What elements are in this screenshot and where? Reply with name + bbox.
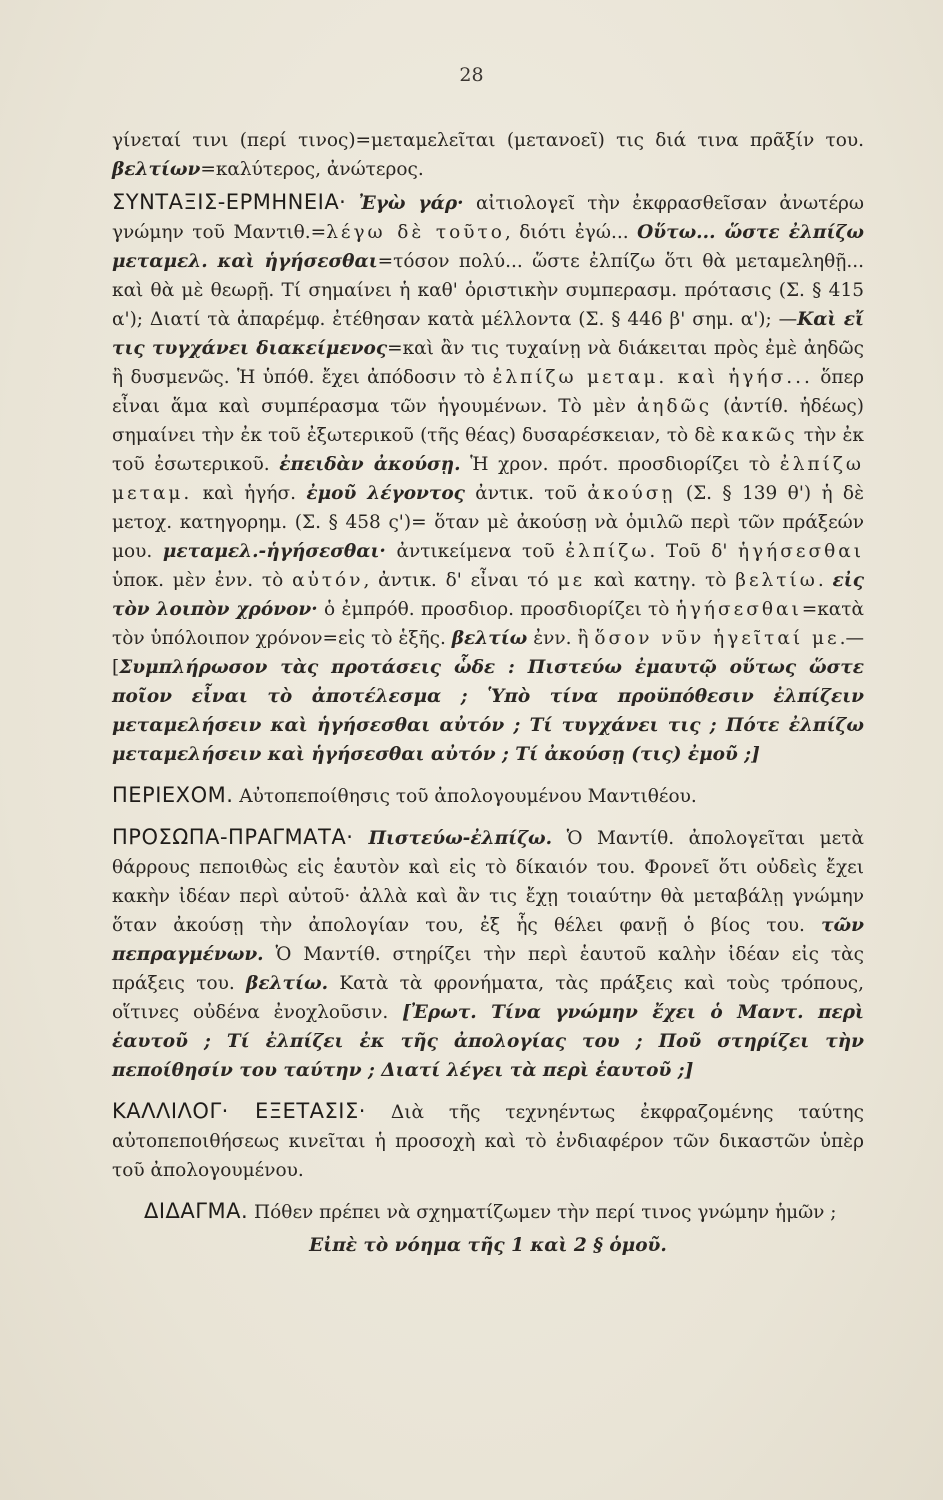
didagma-section bbox=[112, 1197, 864, 1227]
text-run: γίνεταί τινι (περί τινος)=μεταμελεῖται (μετανοεῖ) τις διά τινα πρᾶξίν του. bbox=[112, 130, 864, 151]
spaced-run: ἐλπίζω μεταμ. bbox=[112, 454, 864, 504]
spaced-run: ὅσον νῦν ἡγεῖταί με bbox=[594, 628, 840, 649]
text-run: , διότι ἐγώ... bbox=[504, 222, 638, 243]
text-run: ἀντικ. τοῦ bbox=[464, 483, 588, 504]
text-run: καὶ ἡγήσ. bbox=[192, 483, 307, 504]
text-run: αἰτιολογεῖ τὴν ἐκφρασθεῖσαν ἀνωτέρω γνώμην τοῦ Μαντιθ.= bbox=[112, 193, 865, 243]
spaced-run: ἐλπίζω bbox=[565, 541, 650, 562]
emphasis-run: Οὕτω... ὥστε ἐλπίζω μεταμελ. καὶ ἡγήσεσθαι bbox=[112, 222, 864, 272]
text-run: Ἡ χρον. πρότ. προσδιορίζει τὸ bbox=[460, 454, 780, 475]
vocabulary-paragraph bbox=[112, 126, 864, 184]
syntaxis-section bbox=[112, 188, 864, 769]
text-run: .—[ bbox=[112, 628, 864, 678]
text-run: ὁ ἐμπρόθ. προσδιορ. προσδιορίζει τὸ bbox=[317, 599, 676, 620]
emphasis-run: βελτίω bbox=[451, 628, 528, 649]
text-run: τὴν ἐκ τοῦ ἐσωτερικοῦ. bbox=[112, 425, 864, 475]
periexom-section bbox=[112, 781, 864, 811]
exercise-run: [Ἐρωτ. Τίνα γνώμην ἔχει ὁ Μαντ. περὶ ἑαυτοῦ ; Τί ἐλπίζει ἐκ τῆς ἀπολογίας του ; Ποῦ στηρίζει τὴν πεποίθησίν του ταύτην ; Διατί λέγει τὰ περὶ ἑαυτοῦ ;] bbox=[112, 1002, 864, 1081]
text-run: Πόθεν πρέπει νὰ σχηματίζωμεν τὴν περί τινος γνώμην ἡμῶν ; bbox=[248, 1202, 837, 1223]
spaced-run: ἐλπίζω μεταμ. καὶ ἡγήσ... bbox=[492, 367, 813, 388]
didagma-instruction: Εἰπὲ τὸ νόημα τῆς 1 καὶ 2 § ὁμοῦ. bbox=[309, 1235, 667, 1256]
section-label-periexom: ΠΕΡΙΕΧΟΜ. bbox=[112, 783, 234, 807]
emphasis-run: εἰς τὸν λοιπὸν χρόνον· bbox=[112, 570, 864, 620]
emphasis-run: βελτίων bbox=[112, 159, 201, 180]
kallilog-section bbox=[112, 1097, 864, 1185]
emphasis-run: Ἐγὼ γάρ· bbox=[358, 193, 464, 214]
text-run: Ὁ Μαντίθ. στηρίζει τὴν περὶ ἑαυτοῦ καλὴν ἰδέαν εἰς τὰς πράξεις του. bbox=[112, 944, 864, 994]
emphasis-run: ἐπειδὰν ἀκούσῃ. bbox=[279, 454, 461, 475]
spaced-run: με bbox=[557, 570, 586, 591]
text-run: . Τοῦ δ' bbox=[649, 541, 739, 562]
text-run: =καὶ ἂν τις τυχαίνῃ νὰ διάκειται πρὸς ἐμὲ ἀηδῶς ἢ δυσμενῶς. Ἡ ὑπόθ. ἔχει ἀπόδοσιν τὸ bbox=[112, 338, 864, 388]
emphasis-run: Πιστεύω-ἐλπίζω. bbox=[353, 828, 553, 849]
page-body bbox=[112, 126, 864, 1272]
emphasis-run: Καὶ εἴ τις τυγχάνει διακείμενος bbox=[112, 309, 865, 359]
prosopa-section bbox=[112, 823, 864, 1085]
text-run: =τόσον πολύ... ὥστε ἐλπίζω ὅτι θὰ μεταμεληθῇ... καὶ θὰ μὲ θεωρῇ. Τί σημαίνει ἡ καθ' ὁριστικὴν συμπερασμ. πρότασις (Σ. § 415 α'); Διατί τὰ ἀπαρέμφ. ἐτέθησαν κατὰ μέλλοντα (Σ. § 446 β' σημ. α'); — bbox=[112, 251, 864, 330]
emphasis-run: ἐμοῦ λέγοντος bbox=[306, 483, 465, 504]
text-run: καὶ κατηγ. τὸ bbox=[585, 570, 736, 591]
section-label-syntaxis: ΣΥΝΤΑΞΙΣ-ΕΡΜΗΝΕΙΑ· bbox=[112, 190, 347, 214]
text-run: , ἀντικ. δ' εἶναι τό bbox=[363, 570, 558, 591]
spaced-run: λέγω δὲ τοῦτο bbox=[326, 222, 505, 243]
text-run: ὑποκ. μὲν ἐνν. τὸ bbox=[112, 570, 293, 591]
text-run: . bbox=[817, 570, 833, 591]
spaced-run: ἀκούσῃ bbox=[587, 483, 676, 504]
emphasis-run: μεταμελ.-ἡγήσεσθαι· bbox=[162, 541, 386, 562]
text-run: (Σ. § 139 θ') ἡ δὲ μετοχ. κατηγορημ. (Σ. § 458 ς')= ὅταν μὲ ἀκούσῃ νὰ ὁμιλῶ περὶ τῶν πράξεών μου. bbox=[112, 483, 864, 562]
text-run: Ὁ Μαντίθ. ἀπολογεῖται μετὰ θάρρους πεποιθὼς εἰς ἑαυτὸν καὶ εἰς τὸ δίκαιόν του. Φρονεῖ ὅτι οὐδεὶς ἔχει κακὴν ἰδέαν περὶ αὐτοῦ· ἀλλὰ καὶ ἂν τις ἔχῃ τοιαύτην θὰ μεταβάλῃ γνώμην ὅταν ἀκούσῃ τὴν ἀπολογίαν του, ἐξ ἧς θέλει φανῇ ὁ βίος του. bbox=[112, 828, 864, 936]
text-run: Διὰ τῆς τεχνηέντως ἐκφραζομένης ταύτης αὐτοπεποιθήσεως κινεῖται ἡ προσοχὴ καὶ τὸ ἐνδιαφέρον τῶν δικαστῶν ὑπὲρ τοῦ ἀπολογουμένου. bbox=[112, 1102, 864, 1181]
text-run: Αὐτοπεποίθησις τοῦ ἀπολογουμένου Μαντιθέου. bbox=[233, 786, 697, 807]
spaced-run: βελτίω bbox=[735, 570, 818, 591]
spaced-run: ἡγήσεσθαι bbox=[738, 541, 864, 562]
emphasis-run: βελτίω. bbox=[246, 973, 329, 994]
text-run: =καλύτερος, ἀνώτερος. bbox=[200, 159, 424, 180]
text-run: =κατὰ τὸν ὑπόλοιπον χρόνον=εἰς τὸ ἑξῆς. bbox=[112, 599, 865, 649]
page-number: 28 bbox=[459, 64, 484, 86]
spaced-run: αὐτόν bbox=[292, 570, 364, 591]
text-run: Κατὰ τὰ φρονήματα, τὰς πράξεις καὶ τοὺς τρόπους, οἵτινες οὐδένα ἐνοχλοῦσιν. bbox=[112, 973, 865, 1023]
exercise-run: Συμπλήρωσον τὰς προτάσεις ὧδε : Πιστεύω ἐμαυτῷ οὕτως ὥστε ποῖον εἶναι τὸ ἀποτέλεσμα ; Ὑπὸ τίνα προϋπόθεσιν ἐλπίζειν μεταμελήσειν καὶ ἡγήσεσθαι αὐτόν ; Τί τυγχάνει τις ; Πότε ἐλπίζω μεταμελήσειν καὶ ἡγήσεσθαι αὐτόν ; Τί ἀκούσῃ (τις) ἐμοῦ ;] bbox=[112, 657, 864, 765]
spaced-run: ἀηδῶς bbox=[636, 396, 713, 417]
spaced-run: κακῶς bbox=[721, 425, 798, 446]
spaced-run: ἡγήσεσθαι bbox=[675, 599, 802, 620]
text-run: ἐνν. ἢ bbox=[527, 628, 595, 649]
section-label-kallilog: ΚΑΛΛΙΛΟΓ· ΕΞΕΤΑΣΙΣ· bbox=[112, 1099, 366, 1123]
text-run: ὅπερ εἶναι ἅμα καὶ συμπέρασμα τῶν ἡγουμένων. Τὸ μὲν bbox=[112, 367, 864, 417]
section-label-prosopa: ΠΡΟΣΩΠΑ-ΠΡΑΓΜΑΤΑ· bbox=[112, 825, 354, 849]
emphasis-run: τῶν πεπραγμένων. bbox=[112, 915, 864, 965]
section-label-didagma: ΔΙΔΑΓΜΑ. bbox=[144, 1199, 249, 1223]
text-run: (ἀντίθ. ἡδέως) σημαίνει τὴν ἐκ τοῦ ἐξωτερικοῦ (τῆς θέας) δυσαρέσκειαν, τὸ δὲ bbox=[112, 396, 864, 446]
text-run: ἀντικείμενα τοῦ bbox=[385, 541, 566, 562]
